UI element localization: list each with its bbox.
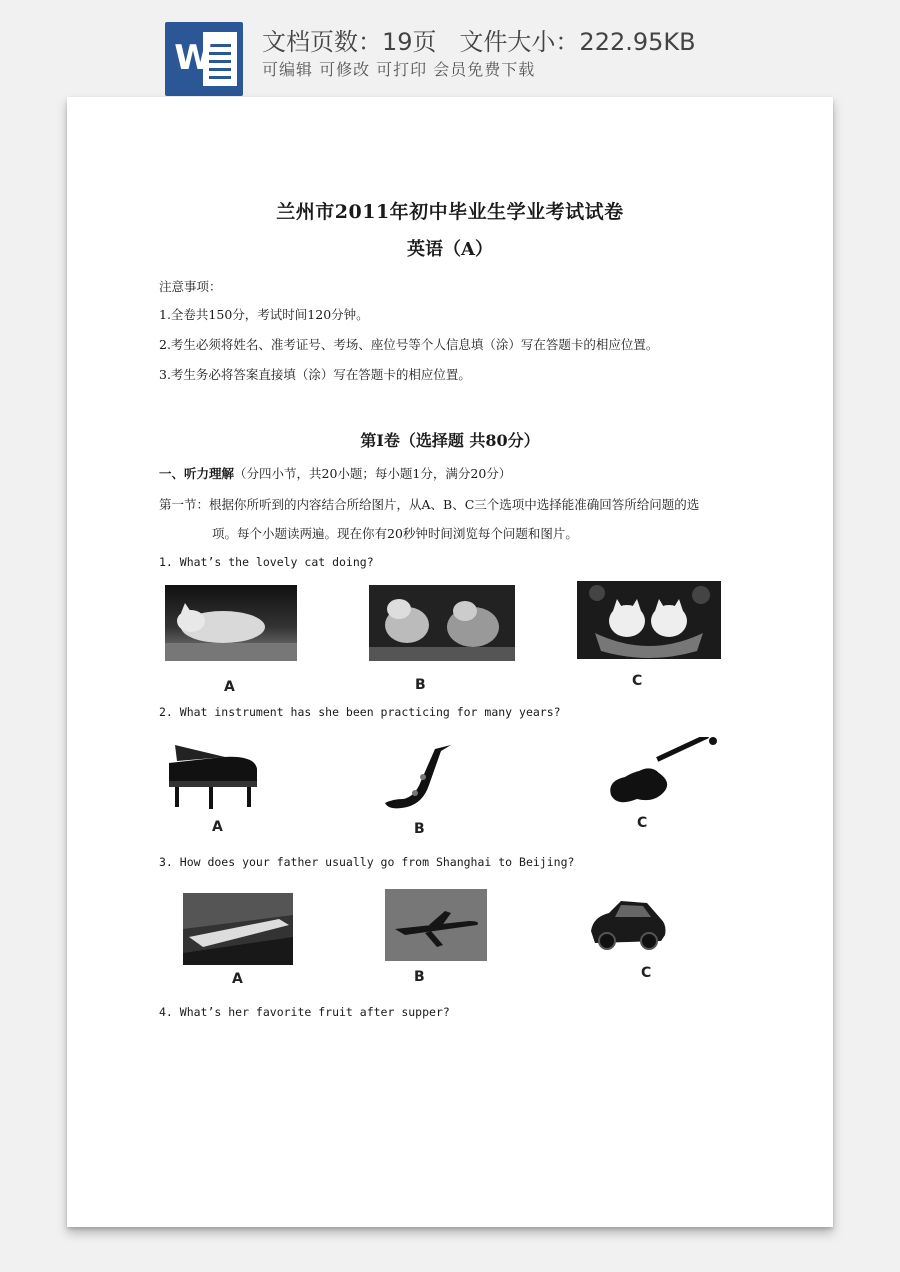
word-document-icon: W [165, 22, 243, 96]
high-speed-train-image [183, 893, 293, 965]
notice-item: 1.全卷共150分，考试时间120分钟。 [159, 307, 369, 322]
option-label: C [641, 965, 652, 981]
document-page [67, 97, 833, 1227]
option-label: B [414, 969, 425, 985]
download-banner [0, 0, 900, 100]
piano-image [163, 737, 263, 813]
notice-item: 3.考生务必将答案直接填（涂）写在答题卡的相应位置。 [159, 367, 471, 382]
option-label: A [232, 971, 243, 987]
question-3: 3. How does your father usually go from Shanghai to Beijing? [159, 855, 575, 869]
notice-heading: 注意事项： [159, 279, 222, 294]
part-heading-detail: （分四小节，共20小题；每小题1分，满分20分） [234, 466, 512, 481]
option-label: A [224, 679, 235, 695]
option-label: C [637, 815, 648, 831]
car-image [587, 897, 669, 955]
instruction-line: 第一节：根据你所听到的内容结合所给图片，从A、B、C三个选项中选择能准确回答所给问题的选 [159, 497, 700, 512]
option-label: A [212, 819, 223, 835]
airplane-image [385, 889, 487, 961]
exam-subtitle: 英语（A） [407, 239, 493, 260]
option-label: B [414, 821, 425, 837]
option-label: C [632, 673, 643, 689]
file-info-subtitle: 可编辑 可修改 可打印 会员免费下载 [262, 60, 536, 79]
violin-image [603, 737, 721, 807]
part-heading-label: 一、听力理解 [159, 466, 235, 481]
question-2: 2. What instrument has she been practicing for many years? [159, 705, 561, 719]
section-title: 第Ⅰ卷（选择题 共80分） [360, 431, 540, 450]
question-4: 4. What’s her favorite fruit after supper? [159, 1005, 450, 1019]
option-label: B [415, 677, 426, 693]
question-1: 1. What’s the lovely cat doing? [159, 555, 374, 569]
instruction-line: 项。每个小题读两遍。现在你有20秒钟时间浏览每个问题和图片。 [212, 526, 578, 541]
notice-item: 2.考生必须将姓名、准考证号、考场、座位号等个人信息填（涂）写在答题卡的相应位置。 [159, 337, 659, 352]
part-heading [159, 464, 511, 482]
cats-playing-image [369, 585, 515, 661]
saxophone-image [379, 741, 461, 815]
kittens-in-basket-image [577, 581, 721, 659]
file-info-title: 文档页数：19页 文件大小：222.95KB [262, 28, 696, 56]
sleeping-cat-image [165, 585, 297, 665]
exam-title: 兰州市2011年初中毕业生学业考试试卷 [276, 201, 624, 223]
